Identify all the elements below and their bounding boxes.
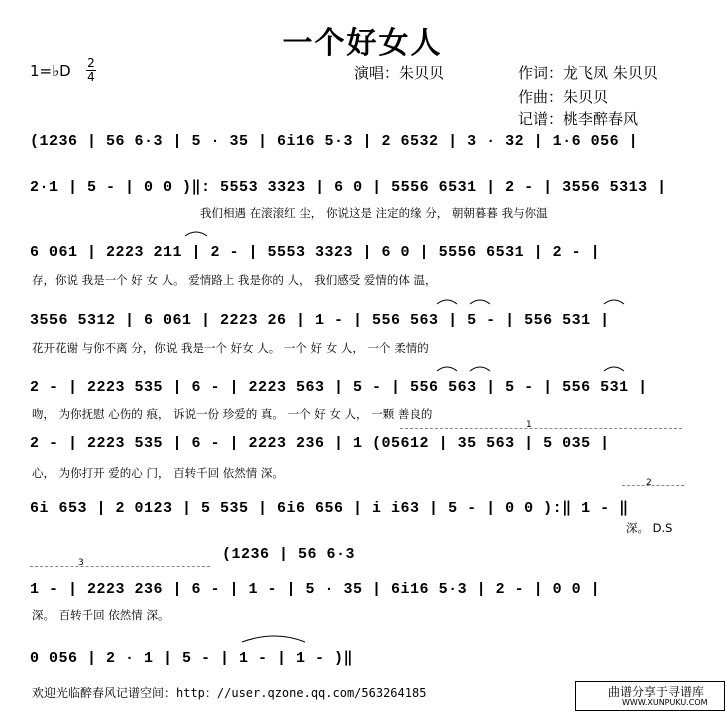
notation-row: 0 056 | 2 · 1 | 5 - | 1 - | 1 - )‖: [30, 650, 354, 667]
watermark-title: 曲谱分享于寻谱库: [608, 685, 705, 699]
composer-credit: 作曲：朱贝贝: [518, 88, 609, 106]
lyric-row: 吻， 为你抚慰 心伤的 痕， 诉说一份 珍爱的 真。 一个 好 女 人， 一颗 善良的: [32, 407, 433, 421]
notation-row: (1236 | 56 6·3: [222, 546, 356, 563]
lyricist-credit: 作词：龙飞凤 朱贝贝: [518, 64, 658, 82]
watermark-box: [575, 681, 725, 711]
watermark-url: WWW.XUNPUKU.COM: [622, 698, 708, 707]
notation-row: 2 - | 2223 535 | 6 - | 2223 236 | 1 (05612 | 35 563 | 5 035 |: [30, 435, 610, 452]
lyric-row: 花开花谢 与你不离 分，你说 我是一个 好女 人。 一个 好 女 人， 一个 柔情的: [32, 341, 429, 355]
notation-row: 1 - | 2223 236 | 6 - | 1 - | 5 · 35 | 6i16 5·3 | 2 - | 0 0 |: [30, 581, 601, 598]
lyric-row: 深。 D.S: [626, 521, 673, 535]
meter-bottom: 4: [87, 70, 95, 84]
notation-row: 2 - | 2223 535 | 6 - | 2223 563 | 5 - | 556 563 | 5 - | 556 531 |: [30, 379, 648, 396]
notation-row: 6 061 | 2223 211 | 2 - | 5553 3323 | 6 0 | 5556 6531 | 2 - |: [30, 244, 601, 261]
notation-row: 3556 5312 | 6 061 | 2223 26 | 1 - | 556 563 | 5 - | 556 531 |: [30, 312, 610, 329]
key-signature: 1=♭D: [30, 62, 71, 80]
song-title: 一个好女人: [282, 26, 443, 61]
notation-row: 2·1 | 5 - | 0 0 )‖: 5553 3323 | 6 0 | 5556 6531 | 2 - | 3556 5313 |: [30, 179, 667, 196]
singer-credit: 演唱：朱贝贝: [354, 64, 445, 82]
notation-row: 6i 653 | 2 0123 | 5 535 | 6i6 656 | i i63 | 5 - | 0 0 ):‖ 1 - ‖: [30, 500, 629, 517]
volta-number: 1: [526, 420, 532, 430]
lyric-row: 深。 百转千回 依然情 深。: [32, 608, 170, 622]
volta-number: 3: [78, 558, 84, 568]
lyric-row: 存，你说 我是一个 好 女 人。 爱情路上 我是你的 人， 我们感受 爱情的体 温，: [32, 273, 437, 287]
transcriber-credit: 记谱：桃李醉春风: [518, 110, 639, 128]
lyric-row: 心， 为你打开 爱的心 门， 百转千回 依然情 深。: [32, 466, 284, 480]
footer-text: 欢迎光临醉春风记谱空间：http：//user.qzone.qq.com/563264185: [32, 686, 427, 700]
notation-row: (1236 | 56 6·3 | 5 · 35 | 6i16 5·3 | 2 6532 | 3 · 32 | 1·6 056 |: [30, 133, 639, 150]
volta-number: 2: [646, 478, 652, 488]
lyric-row: 我们相遇 在滚滚红 尘， 你说这是 注定的缘 分， 朝朝暮暮 我与你温: [200, 206, 548, 220]
meter-top: 2: [87, 56, 95, 70]
